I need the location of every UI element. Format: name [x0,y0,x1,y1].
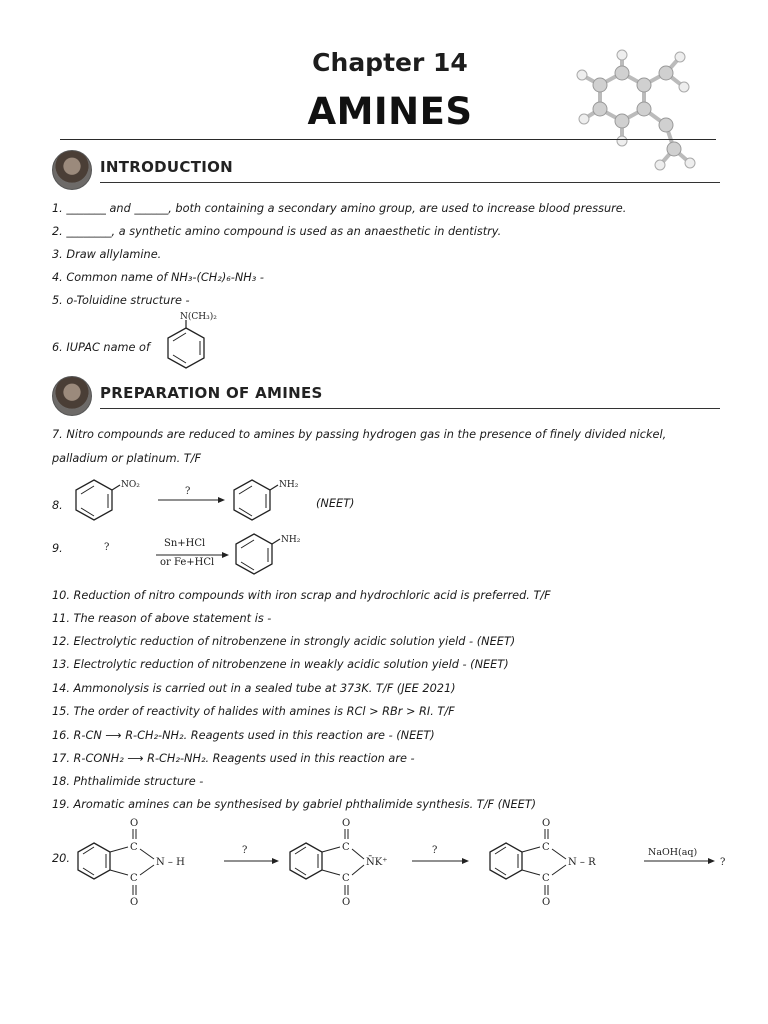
svg-text:N̄K⁺: N̄K⁺ [366,857,388,868]
q6-dimethylaniline-structure [160,310,230,372]
question-18: 18. Phthalimide structure - [52,775,204,788]
q8-reagent: ? [185,486,191,497]
question-8-number: 8. [52,499,63,512]
q9-product-label: NH₂ [281,535,301,545]
section-heading: INTRODUCTION [100,158,234,176]
question-5: 5. o-Toluidine structure - [52,294,190,307]
question-19: 19. Aromatic amines can be synthesised by gabriel phthalimide synthesis. T/F (NEET) [52,798,537,811]
q9-reaction [150,530,320,578]
section-underline [100,182,720,183]
question-6: 6. IUPAC name of [52,341,150,354]
q8-product-label: NH₂ [279,480,299,490]
q8-reactant-label: NO₂ [121,480,140,490]
svg-text:?: ? [432,845,438,856]
svg-text:?: ? [720,857,726,868]
svg-text:O: O [542,818,551,829]
section-introduction [52,150,720,190]
author-avatar [52,376,92,416]
page-title: AMINES [307,90,473,133]
q9-reagent-bottom: or Fe+HCl [160,557,215,568]
svg-text:O: O [342,818,351,829]
question-1: 1. _______ and ______, both containing a secondary amino group, are used to increase blood pressure. [52,202,627,215]
svg-text:N – R: N – R [568,857,596,868]
question-16: 16. R-CN ⟶ R-CH₂-NH₂. Reagents used in this reaction are - (NEET) [52,729,435,742]
svg-text:C: C [542,842,550,853]
question-4: 4. Common name of NH₃-(CH₂)₆-NH₃ - [52,271,264,284]
svg-text:?: ? [242,845,248,856]
question-10: 10. Reduction of nitro compounds with iron scrap and hydrochloric acid is preferred. T/F [52,589,551,602]
q9-reactant-unknown: ? [104,542,110,553]
question-13: 13. Electrolytic reduction of nitrobenzene in weakly acidic solution yield - (NEET) [52,658,509,671]
svg-text:O: O [342,897,351,905]
svg-text:O: O [130,818,139,829]
svg-text:NaOH(aq): NaOH(aq) [648,847,698,858]
question-7-line1: 7. Nitro compounds are reduced to amines by passing hydrogen gas in the presence of finely divided nickel, [52,428,667,441]
svg-text:O: O [130,897,139,905]
question-11: 11. The reason of above statement is - [52,612,272,625]
question-12: 12. Electrolytic reduction of nitrobenzene in strongly acidic solution yield - (NEET) [52,635,516,648]
question-17: 17. R-CONH₂ ⟶ R-CH₂-NH₂. Reagents used in this reaction are - [52,752,415,765]
q9-reagent-top: Sn+HCl [164,538,206,549]
question-14: 14. Ammonolysis is carried out in a sealed tube at 373K. T/F (JEE 2021) [52,682,456,695]
question-3: 3. Draw allylamine. [52,248,162,261]
section-preparation [52,376,720,416]
question-20-number: 20. [52,852,70,865]
svg-text:O: O [542,897,551,905]
svg-text:C: C [130,873,138,884]
question-15: 15. The order of reactivity of halides with amines is RCl > RBr > RI. T/F [52,705,455,718]
header-rule [60,139,716,140]
section-heading: PREPARATION OF AMINES [100,384,323,402]
section-underline [100,408,720,409]
question-2: 2. ________, a synthetic amino compound is used as an anaesthetic in dentistry. [52,225,502,238]
svg-text:C: C [342,842,350,853]
svg-text:N – H: N – H [156,857,185,868]
svg-text:C: C [130,842,138,853]
q8-reaction [70,474,410,524]
q20-gabriel-synthesis-scheme [72,815,742,905]
q6-substituent-label: N(CH₃)₂ [180,312,217,322]
svg-text:C: C [342,873,350,884]
question-7-line2: palladium or platinum. T/F [52,452,202,465]
chapter-label: Chapter 14 [312,48,468,77]
author-avatar [52,150,92,190]
question-9-number: 9. [52,542,63,555]
q8-exam-tag: (NEET) [316,497,355,510]
svg-text:C: C [542,873,550,884]
